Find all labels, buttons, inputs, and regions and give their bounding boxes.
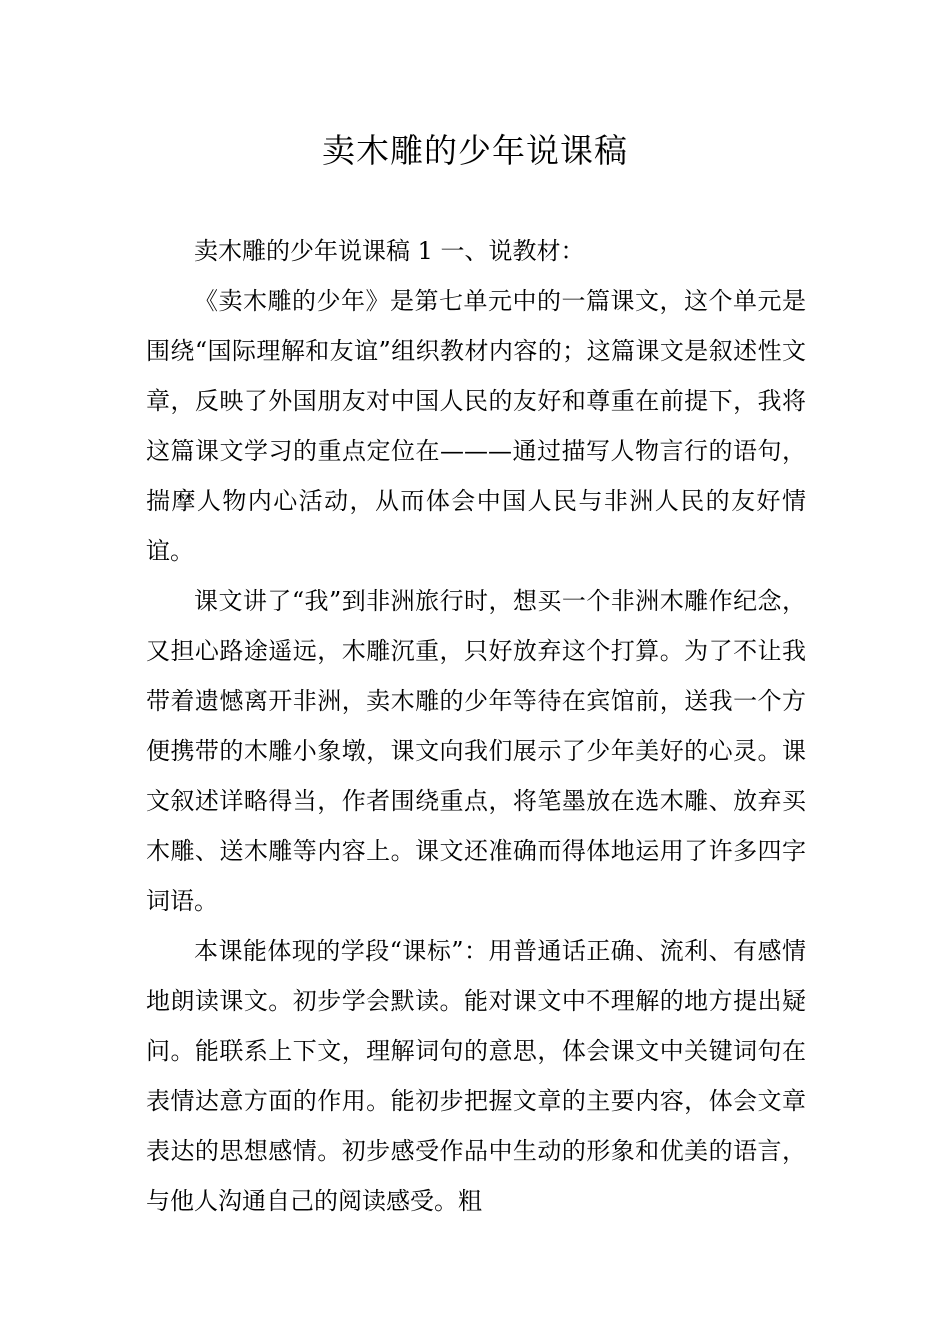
paragraph-curriculum-standards: 本课能体现的学段“课标”：用普通话正确、流利、有感情地朗读课文。初步学会默读。能对课文中不理解的地方提出疑问。能联系上下文，理解词句的意思，体会课文中关键词句在表情达意方面的作用。能初步把握文章的主要内容，体会文章表达的思想感情。初步感受作品中生动的形象和优美的语言，与他人沟通自己的阅读感受。粗	[146, 937, 806, 1215]
paragraph-story-summary: 课文讲了“我”到非洲旅行时，想买一个非洲木雕作纪念，又担心路途遥远，木雕沉重，只好放弃这个打算。为了不让我带着遗憾离开非洲，卖木雕的少年等待在宾馆前，送我一个方便携带的木雕小象墩，课文向我们展示了少年美好的心灵。课文叙述详略得当，作者围绕重点，将笔墨放在选木雕、放弃买木雕、送木雕等内容上。课文还准确而得体地运用了许多四字词语。	[146, 587, 806, 915]
paragraph-heading: 卖木雕的少年说课稿 1 一、说教材：	[194, 237, 585, 265]
document-title: 卖木雕的少年说课稿	[322, 131, 628, 170]
document-body	[146, 226, 806, 1226]
paragraph-textbook-overview: 《卖木雕的少年》是第七单元中的一篇课文，这个单元是围绕“国际理解和友谊”组织教材内容的；这篇课文是叙述性文章，反映了外国朋友对中国人民的友好和尊重在前提下，我将这篇课文学习的重点定位在———通过描写人物言行的语句，揣摩人物内心活动，从而体会中国人民与非洲人民的友好情谊。	[146, 287, 806, 565]
